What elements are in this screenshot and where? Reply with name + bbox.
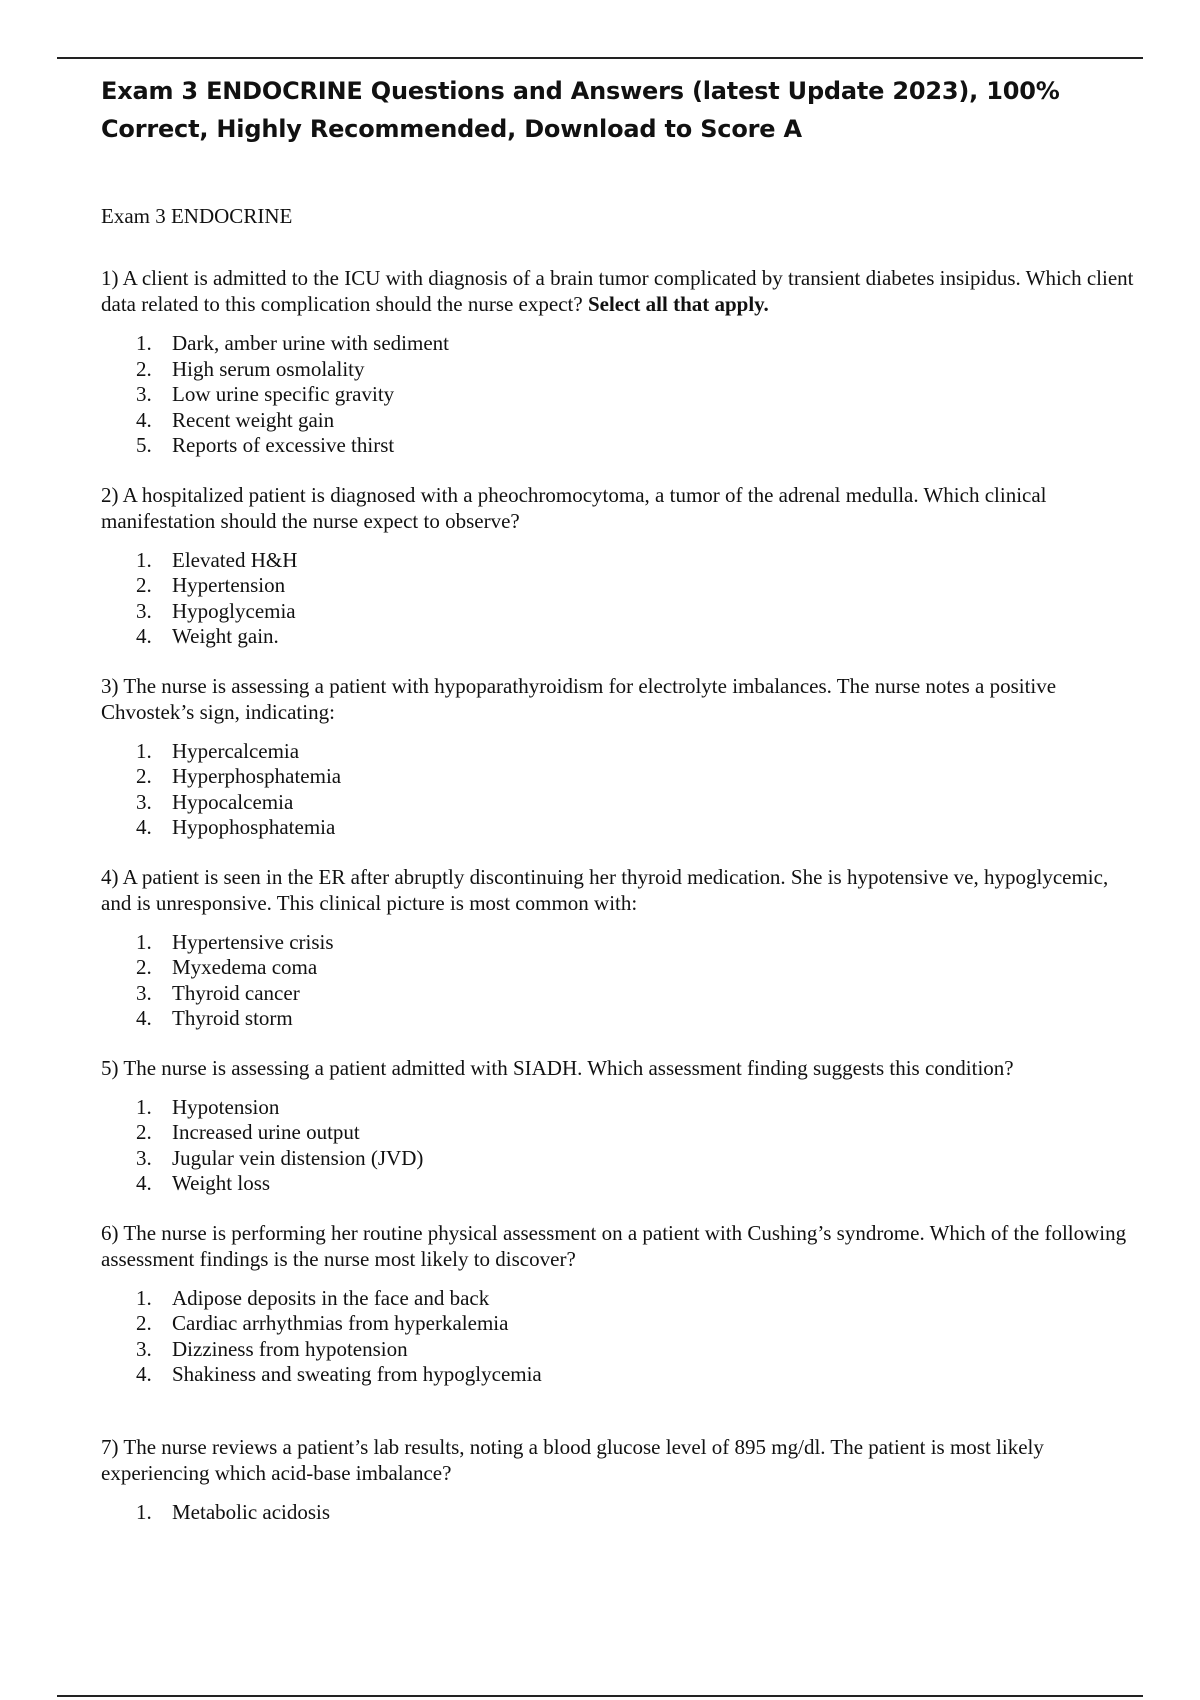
answer-option: 4. Weight gain.	[136, 624, 279, 648]
question-7	[101, 1434, 1143, 1526]
answer-option: 1. Metabolic acidosis	[136, 1499, 331, 1524]
answer-option: 4. Weight loss	[136, 1171, 271, 1195]
document-subtitle: Exam 3 ENDOCRINE	[101, 204, 293, 228]
answer-option: 4. Thyroid storm	[136, 1006, 293, 1030]
answer-options	[101, 331, 1143, 459]
answer-option: 1. Elevated H&H	[136, 547, 298, 572]
answer-option: 1. Hypercalcemia	[136, 738, 300, 763]
answer-option: 3. Hypocalcemia	[136, 789, 294, 814]
document-page	[101, 72, 1143, 1525]
answer-option: 3. Hypoglycemia	[136, 598, 296, 623]
question-text: 7) The nurse reviews a patient’s lab results, noting a blood glucose level of 895 mg/dl. The patient is most likely experiencing which acid-base imbalance?	[101, 1434, 1044, 1485]
answer-options	[101, 1095, 1143, 1197]
question-text: 2) A hospitalized patient is diagnosed with a pheochromocytoma, a tumor of the adrenal medulla. Which clinical manifestation should the nurse expect to observe?	[101, 482, 1047, 533]
answer-option: 2. Hyperphosphatemia	[136, 764, 342, 788]
answer-option: 4. Hypophosphatemia	[136, 815, 336, 839]
answer-option: 3. Dizziness from hypotension	[136, 1336, 408, 1361]
question-1	[101, 265, 1143, 459]
answer-option: 4. Recent weight gain	[136, 407, 335, 432]
question-text: 3) The nurse is assessing a patient with hypoparathyroidism for electrolyte imbalances. The nurse notes a positive Chvostek’s sign, indicating:	[101, 673, 1057, 724]
answer-option: 2. Hypertension	[136, 573, 286, 597]
answer-option: 4. Shakiness and sweating from hypoglycemia	[136, 1362, 542, 1386]
question-4	[101, 864, 1143, 1032]
question-text: 4) A patient is seen in the ER after abruptly discontinuing her thyroid medication. She is hypotensive ve, hypoglycemic, and is unresponsive. This clinical picture is most common with:	[101, 864, 1109, 915]
question-text: 5) The nurse is assessing a patient admitted with SIADH. Which assessment finding suggests this condition?	[101, 1055, 1014, 1080]
answer-option: 3. Jugular vein distension (JVD)	[136, 1145, 424, 1170]
question-2	[101, 482, 1143, 650]
question-emphasis: Select all that apply.	[587, 292, 769, 316]
answer-options	[101, 739, 1143, 841]
answer-options	[101, 1286, 1143, 1388]
question-text: 6) The nurse is performing her routine physical assessment on a patient with Cushing’s syndrome. Which of the following assessment findings is the nurse most likely to discover?	[101, 1220, 1127, 1271]
answer-option: 2. Increased urine output	[136, 1120, 360, 1144]
question-text: 1) A client is admitted to the ICU with diagnosis of a brain tumor complicated by transient diabetes insipidus. Which client data related to this complication should the nurse expect? Select all that apply.	[101, 266, 1134, 316]
answer-option: 2. High serum osmolality	[136, 356, 365, 381]
answer-option: 1. Hypotension	[136, 1094, 280, 1119]
footer-rule	[57, 1695, 1143, 1697]
answer-options	[101, 1500, 1143, 1526]
answer-options	[101, 930, 1143, 1032]
answer-option: 3. Low urine specific gravity	[136, 382, 395, 406]
answer-option: 3. Thyroid cancer	[136, 980, 300, 1005]
answer-option: 2. Myxedema coma	[136, 955, 318, 979]
question-3	[101, 673, 1143, 841]
header-rule	[57, 57, 1143, 59]
answer-option: 2. Cardiac arrhythmias from hyperkalemia	[136, 1311, 509, 1335]
answer-option: 5. Reports of excessive thirst	[136, 433, 395, 457]
document-title: Exam 3 ENDOCRINE Questions and Answers (latest Update 2023), 100% Correct, Highly Recommended, Download to Score A	[101, 77, 1060, 143]
answer-options	[101, 548, 1143, 650]
answer-option: 1. Hypertensive crisis	[136, 929, 334, 954]
answer-option: 1. Adipose deposits in the face and back	[136, 1285, 490, 1310]
answer-option: 1. Dark, amber urine with sediment	[136, 331, 449, 355]
question-5	[101, 1055, 1143, 1197]
question-6	[101, 1220, 1143, 1388]
